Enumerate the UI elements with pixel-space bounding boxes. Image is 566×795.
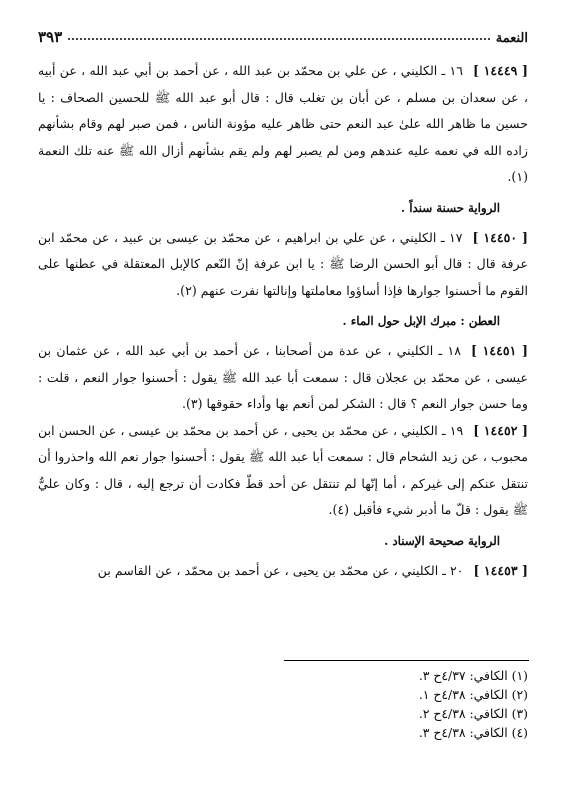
- hadith-text: ١٦ ـ الكليني ، عن علي بن محمّد بن عبد الله ، عن أحمد بن أبي عبد الله ، عن أبيه ، عن سعدان بن مسلم ، عن أبان بن تغلب قال : قال أبو عبد الله ﷺ للحسين الصحاف : يا حسين ما ظاهر الله علىٰ عبد النعم حتى ظاهر عليه مؤونة الناس ، فمن صبر لهم وقام بشأنهم زاده الله في نعمه عليه عندهم ومن لم يصبر لهم ولم يقم بشأنهم أزال الله ﷺ عنه تلك النعمة (١).: [38, 63, 528, 184]
- running-header: [38, 20, 528, 46]
- footnote: (٤) الكافي: ٤/٣٨ح ٣.: [418, 725, 528, 740]
- hadith-entry: [38, 558, 528, 585]
- chapter-title: النعمة: [495, 31, 528, 46]
- page-number: ٣٩٣: [38, 28, 63, 46]
- hadith-text: ١٧ ـ الكليني ، عن علي بن ابراهيم ، عن محمّد بن عيسى بن عبيد ، عن محمّد ابن عرفة قال : قال أبو الحسن الرضا ﷺ : يا ابن عرفة إنّ النّعم كالإبل المعتقلة في عطنها على القوم ما أحسنوا جوارها فإذا أساؤوا معاملتها وإنالتها نفرت عنهم (٢).: [38, 229, 528, 298]
- hadith-text: ١٩ ـ الكليني ، عن محمّد بن يحيى ، عن أحمد بن محمّد بن عيسى ، عن الحسن ابن محبوب ، عن زيد الشحام قال : سمعت أبا عبد الله ﷺ يقول : أحسنوا جوار نعم الله واحذروا أن تنتقل عنكم إلى غيركم ، أما إنّها لم تنتقل عن أحد قطّ فكادت أن ترجع إليه ، قال : وكان عليٌّ ﷺ يقول : قلّ ما أدبر شيء فأقبل (٤).: [38, 422, 528, 517]
- footnotes: [419, 666, 528, 742]
- hadith-number: [ ١٤٤٥٠ ]: [472, 229, 529, 245]
- glossary-note: العطن : مبرك الإبل حول الماء .: [342, 314, 500, 328]
- hadith-number: [ ١٤٤٤٩ ]: [473, 63, 529, 78]
- hadith-entry: [38, 338, 528, 418]
- chain-grading-note: الرواية حسنة سنداً .: [400, 200, 500, 215]
- footnote: (١) الكافي: ٤/٣٧ح ٣.: [418, 668, 528, 683]
- header-dot-leader: [68, 38, 490, 40]
- hadith-entry: [38, 58, 528, 191]
- hadith-text: ٢٠ ـ الكليني ، عن محمّد بن يحيى ، عن أحمد بن محمّد ، عن القاسم بن: [97, 562, 464, 578]
- chain-grading-note: الرواية صحيحة الإسناد .: [384, 533, 500, 548]
- hadith-text: ١٨ ـ الكليني ، عن عدة من أصحابنا ، عن أحمد بن أبي عبد الله ، عن عثمان بن عيسى ، عن محمّد بن عجلان قال : سمعت أبا عبد الله ﷺ يقول : أحسنوا جوار النعم ، قلت : وما حسن جوار النعم ؟ قال : الشكر لمن أنعم بها وأداء حقوقها (٣).: [38, 343, 528, 411]
- hadith-number: [ ١٤٤٥٣ ]: [473, 562, 528, 578]
- footnote: (٣) الكافي: ٤/٣٨ح ٢.: [418, 706, 528, 721]
- hadith-number: [ ١٤٤٥٢ ]: [473, 422, 529, 438]
- footnote-separator: [284, 660, 529, 661]
- hadith-entry: [38, 418, 528, 524]
- hadith-number: [ ١٤٤٥١ ]: [470, 343, 529, 358]
- page-body: [38, 58, 528, 584]
- footnote: (٢) الكافي: ٤/٣٨ح ١.: [418, 687, 528, 702]
- hadith-entry: [38, 225, 528, 305]
